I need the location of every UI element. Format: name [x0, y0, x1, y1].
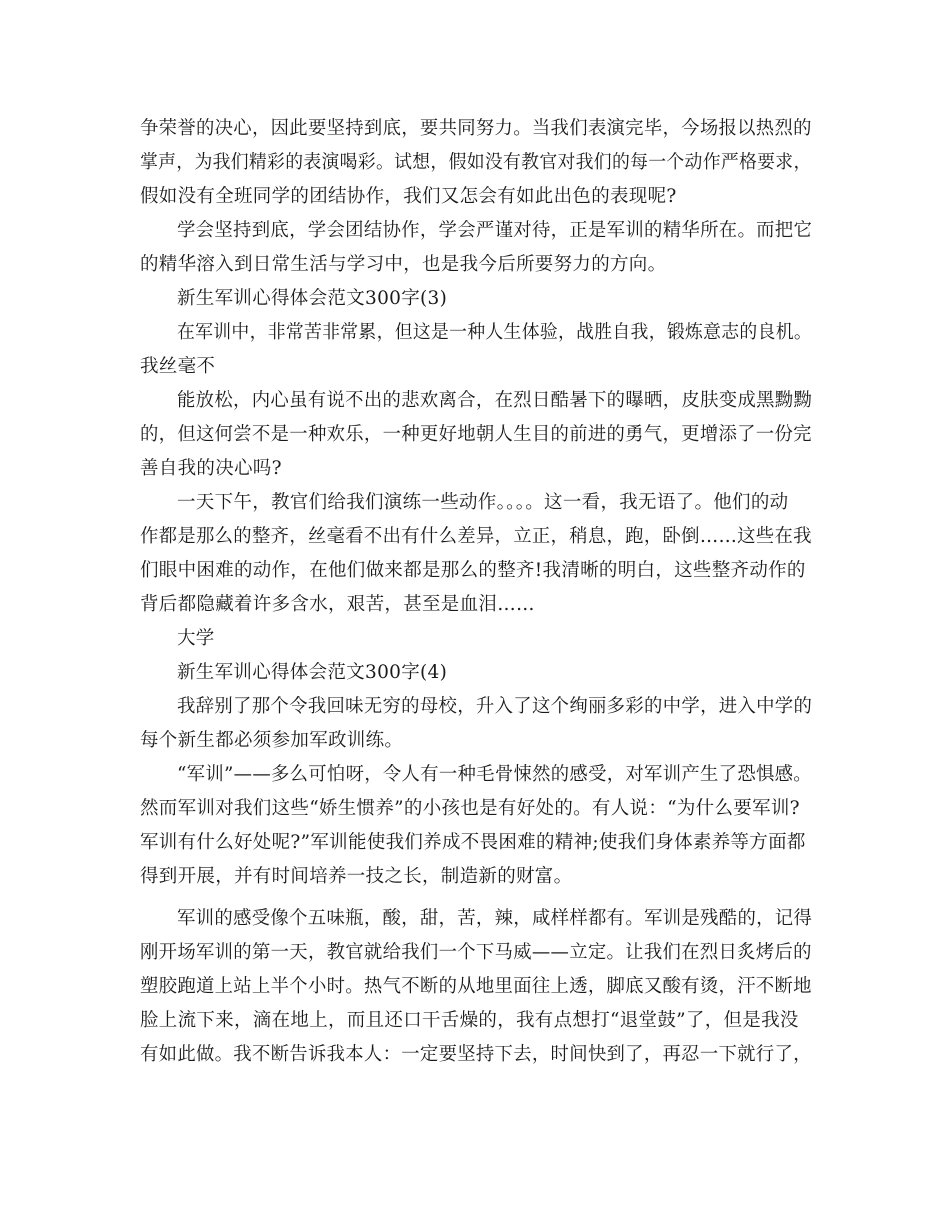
- section-heading: 新生军训心得体会范文300字(3): [177, 288, 448, 309]
- text-line: 有如此做。我不断告诉我本人：一定要坚持下去，时间快到了，再忍一下就行了，: [140, 1044, 812, 1065]
- paragraph-start: “军训”——多么可怕呀，令人有一种毛骨悚然的感受，对军训产生了恐惧感。: [177, 764, 812, 785]
- stray-label: 大学: [177, 628, 215, 649]
- text-line: 背后都隐藏着许多含水，艰苦，甚至是血泪……: [140, 594, 535, 615]
- paragraph-start: 一天下午，教官们给我们演练一些动作。。。。这一看，我无语了。他们的动: [177, 492, 789, 513]
- text-line: 善自我的决心吗?: [140, 458, 282, 479]
- text-line: 得到开展，并有时间培养一技之长，制造新的财富。: [140, 866, 573, 887]
- text-line: 争荣誉的决心，因此要坚持到底，要共同努力。当我们表演完毕，今场报以热烈的: [140, 118, 812, 139]
- paragraph-start: 军训的感受像个五味瓶，酸，甜，苦，辣，咸样样都有。军训是残酷的，记得: [177, 908, 813, 929]
- text-line: 军训有什么好处呢?”军训能使我们养成不畏困难的精神;使我们身体素养等方面都: [140, 832, 806, 853]
- paragraph-start: 在军训中，非常苦非常累，但这是一种人生体验，战胜自我，锻炼意志的良机。: [177, 322, 812, 343]
- text-line: 我丝毫不: [140, 356, 216, 377]
- text-line: 作都是那么的整齐，丝毫看不出有什么差异，立正，稍息，跑，卧倒……这些在我: [140, 526, 812, 547]
- section-heading: 新生军训心得体会范文300字(4): [177, 662, 448, 683]
- text-line: 塑胶跑道上站上半个小时。热气不断的从地里面往上透，脚底又酸有烫，汗不断地: [140, 976, 812, 997]
- text-line: 假如没有全班同学的团结协作，我们又怎会有如此出色的表现呢?: [140, 186, 677, 207]
- text-line: 的精华溶入到日常生活与学习中，也是我今后所要努力的方向。: [140, 254, 667, 275]
- text-line: 们眼中困难的动作，在他们做来都是那么的整齐!我清晰的明白，这些整齐动作的: [140, 560, 806, 581]
- paragraph-start: 我辞别了那个令我回味无穷的母校，升入了这个绚丽多彩的中学，进入中学的: [177, 696, 813, 717]
- text-line: 然而军训对我们这些“娇生惯养”的小孩也是有好处的。有人说：“为什么要军训?: [140, 798, 800, 819]
- text-line: 刚开场军训的第一天，教官就给我们一个下马威——立定。让我们在烈日炙烤后的: [140, 942, 812, 963]
- text-line: 每个新生都必须参加军政训练。: [140, 730, 404, 751]
- paragraph-start: 学会坚持到底，学会团结协作，学会严谨对待，正是军训的精华所在。而把它: [177, 220, 813, 241]
- text-line: 脸上流下来，滴在地上，而且还口干舌燥的，我有点想打“退堂鼓”了，但是我没: [140, 1010, 799, 1031]
- text-line: 的，但这何尝不是一种欢乐，一种更好地朝人生目的前进的勇气，更增添了一份完: [140, 424, 812, 445]
- text-line: 掌声，为我们精彩的表演喝彩。试想，假如没有教官对我们的每一个动作严格要求，: [140, 152, 812, 173]
- paragraph-start: 能放松，内心虽有说不出的悲欢离合，在烈日酷暑下的曝晒，皮肤变成黑黝黝: [177, 390, 813, 411]
